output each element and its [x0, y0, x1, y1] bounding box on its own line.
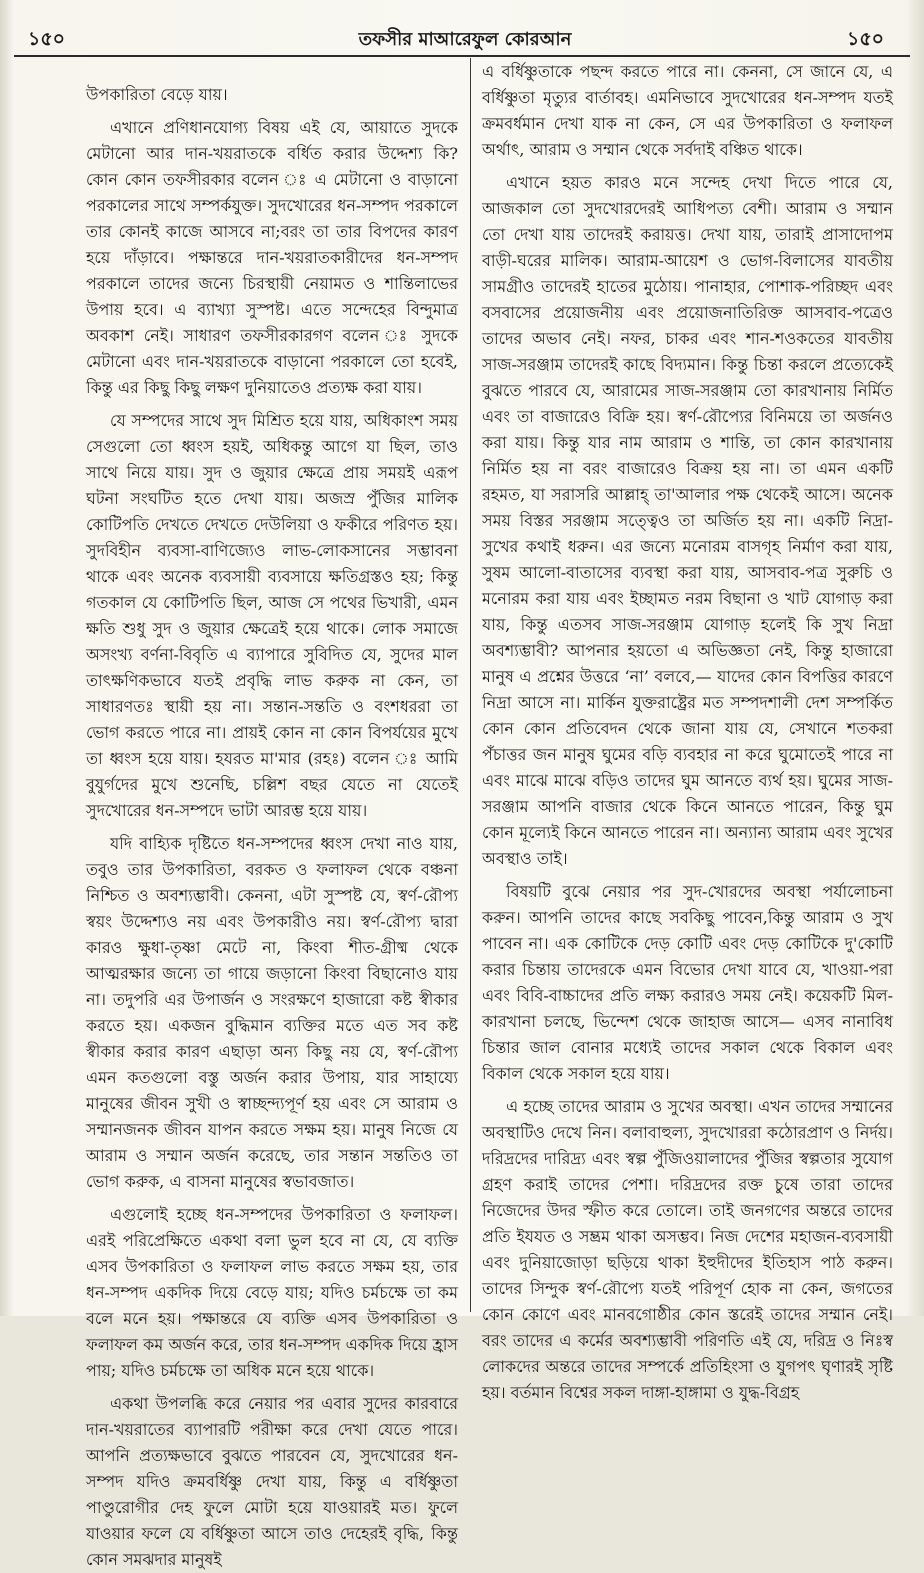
column-separator [470, 58, 471, 1312]
left-column [86, 82, 458, 1569]
paragraph: যে সম্পদের সাথে সুদ মিশ্রিত হয়ে যায়, অধিকাংশ সময় সেগুলো তো ধ্বংস হয়ই, অধিকন্তু আগে যা ছিল, তাও সাথে নিয়ে যায়। সুদ ও জুয়ার ক্ষেত্রে প্রায় সময়ই এরূপ ঘটনা সংঘটিত হতে দেখা যায়। অজস্র পুঁজির মালিক কোটিপতি দেখতে দেখতে দেউলিয়া ও ফকীরে পরিণত হয়। সুদবিহীন ব্যবসা-বাণিজ্যেও লাভ-লোকসানের সম্ভাবনা থাকে এবং অনেক ব্যবসায়ী ব্যবসায়ে ক্ষতিগ্রস্তও হয়; কিন্তু গতকাল যে কোটিপতি ছিল, আজ সে পথের ভিখারী, এমন ক্ষতি শুধু সুদ ও জুয়ার ক্ষেত্রেই হয়ে থাকে। লোক সমাজে অসংখ্য বর্ণনা-বিবৃতি এ ব্যাপারে সুবিদিত যে, সুদের মাল তাৎক্ষণিকভাবে যতই প্রবৃদ্ধি লাভ করুক না কেন, তা সাধারণতঃ স্থায়ী হয় না। সন্তান-সন্ততি ও বংশধররা তা ভোগ করতে পারে না। প্রায়ই কোন না কোন বিপর্যয়ের মুখে তা ধ্বংস হয়ে যায়। হযরত মা'মার (রহঃ) বলেন ঃ আমি বুযুর্গদের মুখে শুনেছি, চল্লিশ বছর যেতে না যেতেই সুদখোরের ধন-সম্পদে ভাটা আরম্ভ হয়ে যায়। [86, 411, 458, 820]
paragraph: এ বর্ধিষ্ণুতাকে পছন্দ করতে পারে না। কেননা, সে জানে যে, এ বর্ধিষ্ণুতা মৃত্যুর বার্তাবহ। এমনিভাবে সুদখোরের ধন-সম্পদ যতই ক্রমবর্ধমান দেখা যাক না কেন, সে এর উপকারিতা ও ফলাফল অর্থাৎ, আরাম ও সম্মান থেকে সর্বদাই বঞ্চিত থাকে। [482, 62, 893, 159]
right-column [482, 59, 894, 1402]
page-number-right: ১৫০ [846, 28, 884, 50]
running-title: তফসীর মাআরেফুল কোরআন [358, 29, 572, 50]
paragraph: এখানে হয়ত কারও মনে সন্দেহ দেখা দিতে পারে যে, আজকাল তো সুদখোরদেরই আধিপত্য বেশী। আরাম ও সম্মান তো দেখা যায় তাদেরই করায়ত্ত। দেখা যায়, তারাই প্রাসাদোপম বাড়ী-ঘরের মালিক। আরাম-আয়েশ ও ভোগ-বিলাসের যাবতীয় সামগ্রীও তাদেরই হাতের মুঠোয়। পানাহার, পোশাক-পরিচ্ছদ এবং বসবাসের প্রয়োজনীয় এবং প্রয়োজনাতিরিক্ত আসবাব-পত্রেও তাদের অভাব নেই। নফর, চাকর এবং শান-শওকতের যাবতীয় সাজ-সরঞ্জাম তাদেরই কাছে বিদ্যমান। কিন্তু চিন্তা করলে প্রত্যেকেই বুঝতে পারবে যে, আরামের সাজ-সরঞ্জাম তো কারখানায় নির্মিত এবং তা বাজারেও বিক্রি হয়। স্বর্ণ-রৌপ্যের বিনিময়ে তা অর্জনও করা যায়। কিন্তু যার নাম আরাম ও শান্তি, তা কোন কারখানায় নির্মিত হয় না বরং বাজারেও বিক্রয় হয় না। তা এমন একটি রহমত, যা সরাসরি আল্লাহ্ তা'আলার পক্ষ থেকেই আসে। অনেক সময় বিস্তর সরঞ্জাম সত্ত্বেও তা অর্জিত হয় না। একটি নিদ্রা-সুখের কথাই ধরুন। এর জন্যে মনোরম বাসগৃহ নির্মাণ করা যায়, সুষম আলো-বাতাসের ব্যবস্থা করা যায়, আসবাব-পত্র সুরুচি ও মনোরম করা যায় এবং ইচ্ছামত নরম বিছানা ও খাট যোগাড় করা যায়, কিন্তু এতসব সাজ-সরঞ্জাম যোগাড় হলেই কি সুখ নিদ্রা অবশ্যম্ভাবী? আপনার হয়তো এ অভিজ্ঞতা নেই, কিন্তু হাজারো মানুষ এ প্রশ্নের উত্তরে ‘না’ বলবে,— যাদের কোন বিপত্তির কারণে নিদ্রা আসে না। মার্কিন যুক্তরাষ্ট্রের মত সম্পদশালী দেশ সম্পর্কিত কোন কোন প্রতিবেদন থেকে জানা যায় যে, সেখানে শতকরা পঁচাত্তর জন মানুষ ঘুমের বড়ি ব্যবহার না করে ঘুমোতেই পারে না এবং মাঝে মাঝে বড়িও তাদের ঘুম আনতে ব্যর্থ হয়। ঘুমের সাজ-সরঞ্জাম আপনি বাজার থেকে কিনে আনতে পারেন, কিন্তু ঘুম কোন মূল্যেই কিনে আনতে পারেন না। অন্যান্য আরাম এবং সুখের অবস্থাও তাই। [482, 173, 894, 868]
paragraph: এগুলোই হচ্ছে ধন-সম্পদের উপকারিতা ও ফলাফল। এরই পরিপ্রেক্ষিতে একথা বলা ভুল হবে না যে, যে ব্যক্তি এসব উপকারিতা ও ফলাফল লাভ করতে সক্ষম হয়, তার ধন-সম্পদ একদিক দিয়ে বেড়ে যায়; যদিও চর্মচক্ষে তা কম বলে মনে হয়। পক্ষান্তরে যে ব্যক্তি এসব উপকারিতা ও ফলাফল কম অর্জন করে, তার ধন-সম্পদ একদিক দিয়ে হ্রাস পায়; যদিও চর্মচক্ষে তা অধিক মনে হয়ে থাকে। [86, 1205, 458, 1380]
paragraph: উপকারিতা বেড়ে যায়। [86, 85, 228, 104]
paragraph: যদি বাহ্যিক দৃষ্টিতে ধন-সম্পদের ধ্বংস দেখা নাও যায়, তবুও তার উপকারিতা, বরকত ও ফলাফল থেকে বঞ্চনা নিশ্চিত ও অবশ্যম্ভাবী। কেননা, এটা সুস্পষ্ট যে, স্বর্ণ-রৌপ্য স্বয়ং উদ্দেশ্যও নয় এবং উপকারীও নয়। স্বর্ণ-রৌপ্য দ্বারা কারও ক্ষুধা-তৃষ্ণা মেটে না, কিংবা শীত-গ্রীষ্ম থেকে আত্মরক্ষার জন্যে তা গায়ে জড়ানো কিংবা বিছানোও যায় না। তদুপরি এর উপার্জন ও সংরক্ষণে হাজারো কষ্ট স্বীকার করতে হয়। একজন বুদ্ধিমান ব্যক্তির মতে এত সব কষ্ট স্বীকার করার কারণ এছাড়া অন্য কিছু নয় যে, স্বর্ণ-রৌপ্য এমন কতগুলো বস্তু অর্জন করার উপায়, যার সাহায্যে মানুষের জীবন সুখী ও স্বাচ্ছন্দ্যপূর্ণ হয় এবং সে আরাম ও সম্মানজনক জীবন যাপন করতে সক্ষম হয়। মানুষ নিজে যে আরাম ও সম্মান অর্জন করেছে, তার সন্তান সন্ততিও তা ভোগ করুক, এ বাসনা মানুষের স্বভাবজাত। [86, 834, 458, 1191]
paragraph: এ হচ্ছে তাদের আরাম ও সুখের অবস্থা। এখন তাদের সম্মানের অবস্থাটিও দেখে নিন। বলাবাহুল্য, সুদখোররা কঠোরপ্রাণ ও নির্দয়। দরিদ্রদের দারিদ্র্য এবং স্বল্প পুঁজিওয়ালাদের পুঁজির স্বল্পতার সুযোগ গ্রহণ করাই তাদের পেশা। দরিদ্রদের রক্ত চুষে তারা তাদের নিজেদের উদর স্ফীত করে তোলে। তাই জনগণের অন্তরে তাদের প্রতি ইযযত ও সম্ভ্রম থাকা অসম্ভব। নিজ দেশের মহাজন-ব্যবসায়ী এবং দুনিয়াজোড়া ছড়িয়ে থাকা ইহুদীদের ইতিহাস পাঠ করুন। তাদের সিন্দুক স্বর্ণ-রৌপ্যে যতই পরিপূর্ণ হোক না কেন, জগতের কোন কোণে এবং মানবগোষ্ঠীর কোন স্তরেই তাদের সম্মান নেই। বরং তাদের এ কর্মের অবশ্যম্ভাবী পরিণতি এই যে, দরিদ্র ও নিঃস্ব লোকদের অন্তরে তাদের সম্পর্কে প্রতিহিংসা ও যুগপৎ ঘৃণারই সৃষ্টি হয়। বর্তমান বিশ্বের সকল দাঙ্গা-হাঙ্গামা ও যুদ্ধ-বিগ্রহ [482, 1097, 893, 1402]
page-number-left: ১৫০ [28, 28, 66, 50]
paragraph: বিষয়টি বুঝে নেয়ার পর সুদ-খোরদের অবস্থা পর্যালোচনা করুন। আপনি তাদের কাছে সবকিছু পাবেন,কিন্তু আরাম ও সুখ পাবেন না। এক কোটিকে দেড় কোটি এবং দেড় কোটিকে দু'কোটি করার চিন্তায় তাদেরকে এমন বিভোর দেখা যাবে যে, খাওয়া-পরা এবং বিবি-বাচ্চাদের প্রতি লক্ষ্য করারও সময় নেই। কয়েকটি মিল-কারখানা চলছে, ভিন্দেশ থেকে জাহাজ আসে— এসব নানাবিধ চিন্তার জাল বোনার মধ্যেই তাদের সকাল থেকে বিকাল এবং বিকাল থেকে সকাল হয়ে যায়। [482, 882, 893, 1083]
header-rule [14, 55, 910, 57]
paragraph: এখানে প্রণিধানযোগ্য বিষয় এই যে, আয়াতে সুদকে মেটানো আর দান-খয়রাতকে বর্ধিত করার উদ্দেশ্য কি? কোন কোন তফসীরকার বলেন ঃ এ মেটানো ও বাড়ানো পরকালের সাথে সম্পর্কযুক্ত। সুদখোরের ধন-সম্পদ পরকালে তার কোনই কাজে আসবে না;বরং তা তার বিপদের কারণ হয়ে দাঁড়াবে। পক্ষান্তরে দান-খয়রাতকারীদের ধন-সম্পদ পরকালে তাদের জন্যে চিরস্থায়ী নেয়ামত ও শান্তিলাভের উপায় হবে। এ ব্যাখ্যা সুস্পষ্ট। এতে সন্দেহের বিন্দুমাত্র অবকাশ নেই। সাধারণ তফসীরকারগণ বলেন ঃ সুদকে মেটানো এবং দান-খয়রাতকে বাড়ানো পরকালে তো হবেই, কিন্তু এর কিছু কিছু লক্ষণ দুনিয়াতেও প্রত্যক্ষ করা যায়। [86, 118, 458, 397]
paragraph: একথা উপলব্ধি করে নেয়ার পর এবার সুদের কারবারে দান-খয়রাতের ব্যাপারটি পরীক্ষা করে দেখা যেতে পারে। আপনি প্রত্যক্ষভাবে বুঝতে পারবেন যে, সুদখোরের ধন-সম্পদ যদিও ক্রমবর্ধিষ্ণু দেখা যায়, কিন্তু এ বর্ধিষ্ণুতা পাণ্ডুরোগীর দেহ ফুলে মোটা হয়ে যাওয়ারই মত। ফুলে যাওয়ার ফলে যে বর্ধিষ্ণুতা আসে তাও দেহেরই বৃদ্ধি, কিন্তু কোন সমঝদার মানুষই [86, 1394, 458, 1569]
